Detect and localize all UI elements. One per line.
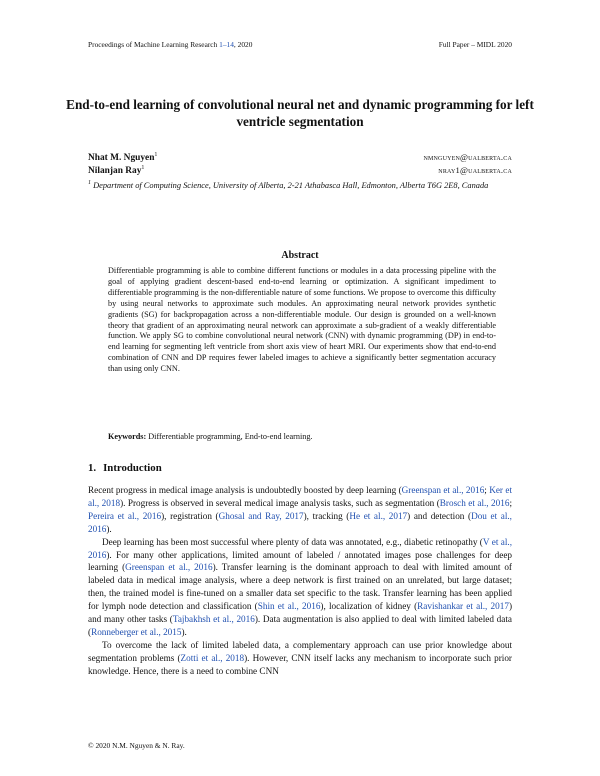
paragraph-text: ). Transfer learning is the dominant approach to deal with limited amount of labeled data in medical image analysis, where a deep network is first trained on an unrelated, but large dataset; then, the trained model is fine-tuned on a smaller data set specific to the task. Transfer learning has been applied for lymph node detection and classification (: [88, 562, 512, 612]
citation-link[interactable]: V et al., 2016: [88, 536, 512, 560]
copyright-notice: © 2020 N.M. Nguyen & N. Ray.: [88, 741, 185, 750]
affiliation: [88, 180, 512, 192]
paper-title: End-to-end learning of convolutional neural net and dynamic programming for left ventricle segmentation: [66, 97, 534, 129]
citation-link[interactable]: Pereira et al., 2016: [88, 510, 162, 521]
paragraph-text: ;: [484, 485, 490, 495]
citation-link[interactable]: Ghosal and Ray, 2017: [218, 510, 304, 521]
citation-link[interactable]: Tajbakhsh et al., 2016: [172, 614, 255, 625]
paragraph-text: ), tracking (: [303, 510, 350, 521]
paragraph-text: ), localization of kidney (: [320, 601, 418, 612]
affiliation-mark: 1: [141, 164, 145, 171]
paragraph-text: ). For many other applications, limited amount of labeled / annotated images pose challenges for deep learning (: [88, 549, 512, 573]
paragraph-text: ).: [181, 626, 187, 637]
paragraph-text: ). Data augmentation is also applied to deal with limited labeled data (: [88, 614, 512, 637]
track-label: Full Paper – MIDL 2020: [438, 40, 512, 49]
paragraph: [88, 536, 512, 639]
running-head: [88, 40, 512, 49]
citation-link[interactable]: Shin et al., 2016: [257, 601, 321, 612]
section-title: Introduction: [103, 462, 162, 474]
affiliation-mark: 1: [154, 151, 158, 158]
citation-link[interactable]: Greenspan et al., 2016: [401, 485, 485, 495]
citation-link[interactable]: Zotti et al., 2018: [180, 652, 245, 663]
citation-link[interactable]: Ker et al., 2018: [88, 485, 512, 508]
abstract-text: Differentiable programming is able to combine different functions or modules in a data processing pipeline with the goal of applying gradient descent-based end-to-end learning or optimization. A significant impediment to differentiable programming is the non-differentiable nature of some functions. We propose to overcome this difficulty by using neural networks to approximate such modules. An approximating neural network provides synthetic gradients (SG) for backpropagation across a non-differentiable module. Our design is grounded on a well-known theory that gradient of an approximating neural network can approximate a sub-gradient of a weakly differentiable function. We apply SG to combine convolutional neural network (CNN) with dynamic programming (DP) in end-to-end learning for segmenting left ventricle from short axis view of heart MRI. Our experiments show that end-to-end combination of CNN and DP requires fewer labeled images to achieve a significantly better segmentation accuracy than using only CNN.: [108, 266, 496, 374]
journal-line: Proceedings of Machine Learning Research 1–14, 2020: [88, 40, 253, 49]
keywords: [108, 432, 496, 441]
introduction-body: [88, 484, 512, 678]
author-block: [88, 152, 512, 192]
author-email[interactable]: nmnguyen@ualberta.ca: [423, 152, 512, 162]
paragraph-text: ).: [106, 523, 112, 534]
paragraph-text: ). However, CNN itself lacks any mechanism to incorporate such prior knowledge. Hence, there is a need to combine CNN: [88, 652, 512, 676]
author-name: Nilanjan Ray: [88, 166, 142, 176]
author-email[interactable]: nray1@ualberta.ca: [438, 165, 512, 175]
affiliation-mark: 1: [88, 180, 91, 187]
section-heading: [88, 462, 512, 474]
citation-link[interactable]: Brosch et al., 2016: [439, 497, 510, 508]
keywords-label: Keywords:: [108, 432, 147, 441]
paragraph-text: ) and detection (: [407, 510, 472, 521]
citation-link[interactable]: He et al., 2017: [349, 510, 408, 521]
paragraph: [88, 484, 512, 536]
keywords-text: Differentiable programming, End-to-end learning.: [148, 432, 313, 441]
paragraph-text: ). Progress is observed in several medical image analysis tasks, such as segmentation (: [120, 497, 440, 508]
paragraph-text: ) and many other tasks (: [88, 601, 512, 625]
abstract-heading: Abstract: [281, 250, 319, 261]
citation-link[interactable]: Ronneberger et al., 2015: [91, 626, 182, 637]
author-row: [88, 165, 512, 178]
author-row: [88, 152, 512, 165]
paragraph-text: To overcome the lack of limited labeled data, a complementary approach can use prior knowledge about segmentation problems (: [88, 639, 512, 663]
paragraph-text: Deep learning has been most successful where plenty of data was annotated, e.g., diabetic retinopathy (: [102, 536, 483, 547]
citation-link[interactable]: Greenspan et al., 2016: [125, 562, 213, 573]
page-range-link[interactable]: 1–14: [219, 40, 234, 49]
citation-link[interactable]: Dou et al., 2016: [88, 510, 512, 534]
author-name: Nhat M. Nguyen: [88, 153, 155, 163]
section-number: 1.: [88, 462, 97, 474]
citation-link[interactable]: Ravishankar et al., 2017: [417, 601, 509, 612]
paragraph-text: ), registration (: [161, 510, 219, 521]
paragraph-text: Recent progress in medical image analysis is undoubtedly boosted by deep learning (: [88, 485, 402, 495]
paragraph: [88, 639, 512, 678]
paragraph-text: ;: [509, 497, 512, 508]
affiliation-text: Department of Computing Science, University of Alberta, 2-21 Athabasca Hall, Edmonton, Alberta T6G 2E8, Canada: [93, 181, 489, 190]
